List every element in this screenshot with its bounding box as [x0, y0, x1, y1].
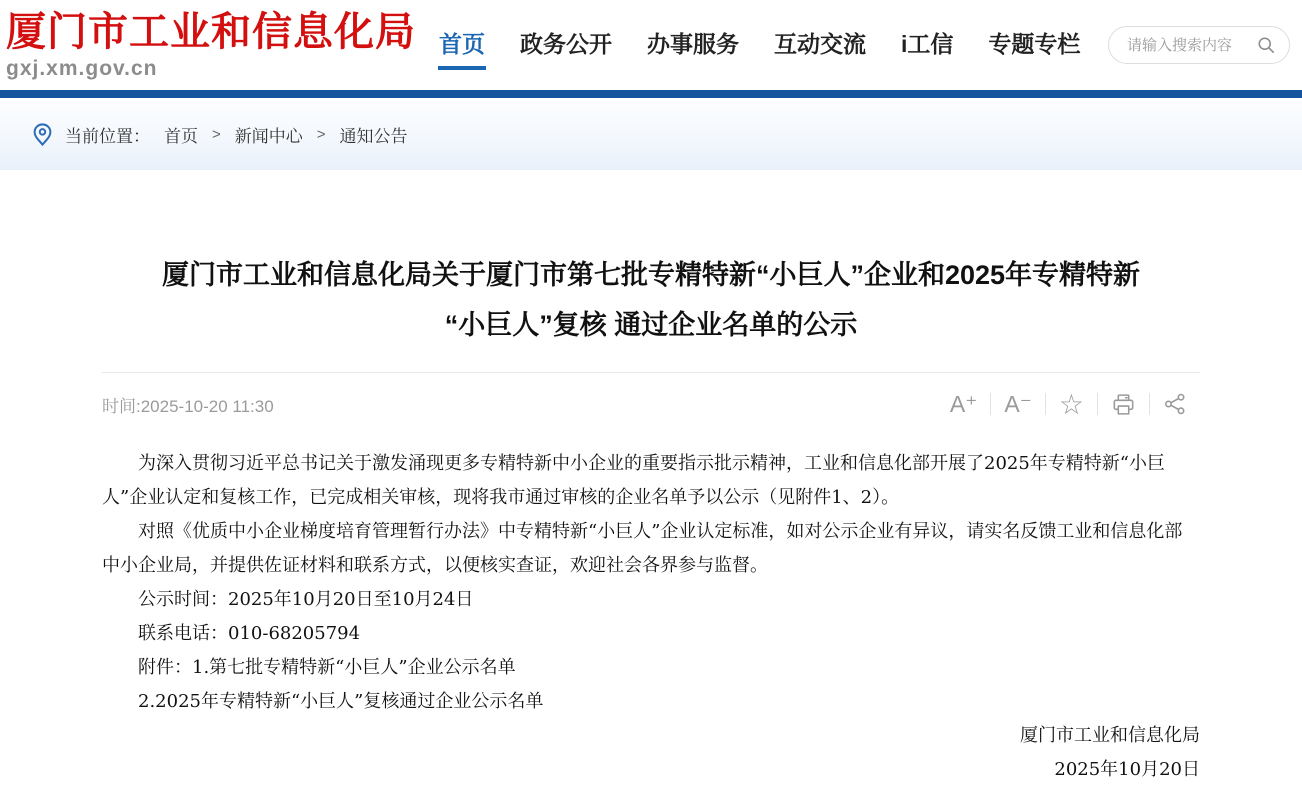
- article: [0, 250, 1302, 787]
- nav-item-home[interactable]: 首页: [438, 20, 486, 70]
- font-decrease-button[interactable]: A⁻: [1004, 390, 1032, 417]
- print-icon[interactable]: [1098, 392, 1149, 417]
- main-nav: [438, 20, 1081, 70]
- search-icon[interactable]: [1257, 36, 1275, 54]
- article-title: [102, 250, 1200, 350]
- nav-item-services[interactable]: 办事服务: [647, 31, 739, 57]
- breadcrumb-separator: >: [212, 125, 221, 143]
- share-icon[interactable]: [1150, 392, 1200, 416]
- publish-time: 时间:2025-10-20 11:30: [102, 396, 274, 416]
- breadcrumb-separator: >: [316, 125, 326, 143]
- font-increase-button[interactable]: A⁺: [949, 390, 978, 417]
- site-logo-title: 厦门市工业和信息化局: [6, 8, 416, 55]
- article-title-line2: “小巨人”复核 通过企业名单的公示: [444, 310, 858, 340]
- nav-item-interaction[interactable]: 互动交流: [774, 31, 866, 57]
- paragraph: 为深入贯彻习近平总书记关于激发涌现更多专精特新中小企业的重要指示批示精神，工业和信息化部开展了2025年专精特新“小巨人”企业认定和复核工作，已完成相关审核，现将我市通过审核的企业名单予以公示（见附件1、2）。: [102, 453, 1166, 508]
- nav-item-gov-info[interactable]: 政务公开: [520, 31, 612, 57]
- attachment-link-1[interactable]: 附件：1.第七批专精特新“小巨人”企业公示名单: [138, 657, 516, 678]
- signature-date: 2025年10月20日: [1054, 759, 1200, 780]
- attachment-link-2[interactable]: 2.2025年专精特新“小巨人”复核通过企业公示名单: [138, 691, 544, 712]
- notice-period: 公示时间：2025年10月20日至10月24日: [138, 589, 474, 610]
- favorite-star-icon[interactable]: ☆: [1058, 389, 1084, 420]
- breadcrumb-item-notices[interactable]: 通知公告: [339, 126, 408, 146]
- article-title-line1: 厦门市工业和信息化局关于厦门市第七批专精特新“小巨人”企业和2025年专精特新: [161, 260, 1141, 290]
- breadcrumb: [0, 98, 1302, 170]
- search-input[interactable]: [1127, 37, 1257, 54]
- article-meta-row: [102, 373, 1200, 435]
- breadcrumb-label: 当前位置：: [65, 126, 150, 146]
- article-tools: [937, 389, 1200, 419]
- breadcrumb-item-news-center[interactable]: 新闻中心: [234, 126, 303, 146]
- site-logo[interactable]: [6, 9, 416, 81]
- header-divider-bar: [0, 90, 1302, 98]
- breadcrumb-item-home[interactable]: 首页: [164, 126, 198, 146]
- search-box[interactable]: [1108, 26, 1290, 64]
- signature-org: 厦门市工业和信息化局: [1020, 725, 1200, 746]
- article-body: [102, 447, 1200, 787]
- site-header: [0, 0, 1302, 90]
- nav-item-special-topics[interactable]: 专题专栏: [988, 31, 1081, 57]
- location-pin-icon: [32, 122, 53, 147]
- nav-item-i-gongxin[interactable]: i工信: [901, 31, 954, 57]
- site-logo-domain: gxj.xm.gov.cn: [6, 57, 158, 80]
- contact-phone: 联系电话：010-68205794: [138, 623, 361, 644]
- paragraph: 对照《优质中小企业梯度培育管理暂行办法》中专精特新“小巨人”企业认定标准，如对公示企业有异议，请实名反馈工业和信息化部中小企业局，并提供佐证材料和联系方式，以便核实查证，欢迎社会各界参与监督。: [102, 521, 1183, 576]
